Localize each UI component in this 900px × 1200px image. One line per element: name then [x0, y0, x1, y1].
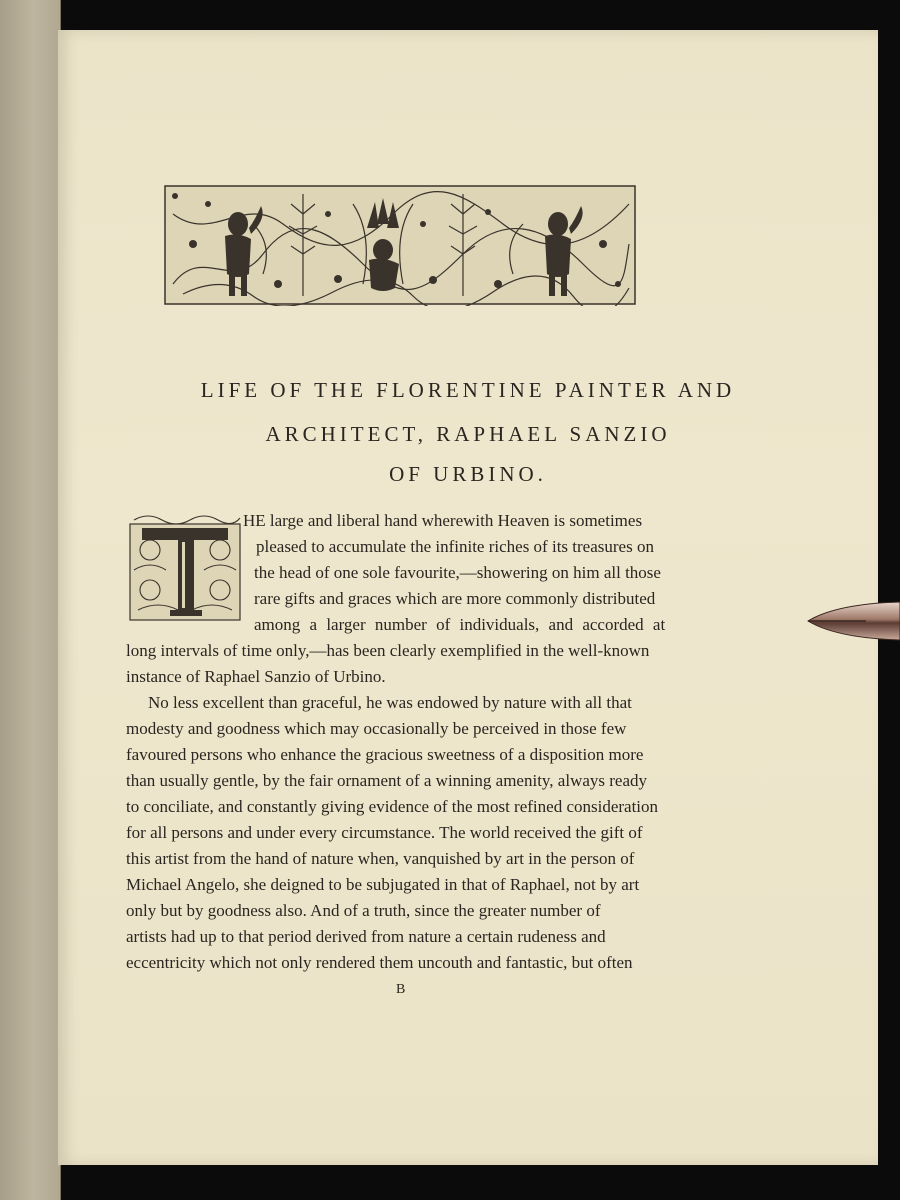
paragraph-1-line-4: rare gifts and graces which are more commonly distributed [254, 589, 656, 608]
paragraph-2-line-3: favoured persons who enhance the gracious sweetness of a disposition more [126, 745, 644, 764]
paragraph-2-line-11: eccentricity which not only rendered them uncouth and fantastic, but often [126, 953, 633, 972]
paragraph-1-line-1: HE large and liberal hand wherewith Heaven is sometimes [243, 511, 643, 530]
paragraph-1-line-3: the head of one sole favourite,—showering on him all those [254, 563, 661, 582]
paragraph-2-line-2: modesty and goodness which may occasionally be perceived in those few [126, 719, 627, 738]
title-line-2: ARCHITECT, RAPHAEL SANZIO [265, 422, 671, 446]
paragraph-2-line-7: this artist from the hand of nature when, vanquished by art in the person of [126, 849, 635, 868]
ornamental-initial-t [128, 510, 242, 622]
paragraph-2-line-10: artists had up to that period derived from nature a certain rudeness and [126, 927, 606, 946]
ornamental-headpiece [163, 184, 637, 306]
signature-mark: B [396, 982, 406, 997]
paragraph-1-line-6: long intervals of time only,—has been clearly exemplified in the well-known [126, 641, 650, 660]
paragraph-1-line-5: among a larger number of individuals, and accorded at [254, 615, 666, 634]
title-line-3: OF URBINO. [389, 462, 547, 486]
paragraph-1-line-7: instance of Raphael Sanzio of Urbino. [126, 667, 386, 686]
pen-nib-pointer [806, 598, 900, 644]
paragraph-2-line-8: Michael Angelo, she deigned to be subjugated in that of Raphael, not by art [126, 875, 640, 894]
title-line-1: LIFE OF THE FLORENTINE PAINTER AND [200, 378, 736, 402]
book-page [58, 30, 878, 1165]
paragraph-2-line-9: only but by goodness also. And of a truth, since the greater number of [126, 901, 601, 920]
paragraph-2-line-5: to conciliate, and constantly giving evidence of the most refined consideration [126, 797, 659, 816]
paragraph-2-line-4: than usually gentle, by the fair ornament of a winning amenity, always ready [126, 771, 648, 790]
paragraph-1-line-2: pleased to accumulate the infinite riches of its treasures on [256, 537, 654, 556]
book-spine-edge [0, 0, 61, 1200]
paragraph-2-line-6: for all persons and under every circumstance. The world received the gift of [126, 823, 643, 842]
paragraph-2-line-1: No less excellent than graceful, he was endowed by nature with all that [148, 693, 632, 712]
